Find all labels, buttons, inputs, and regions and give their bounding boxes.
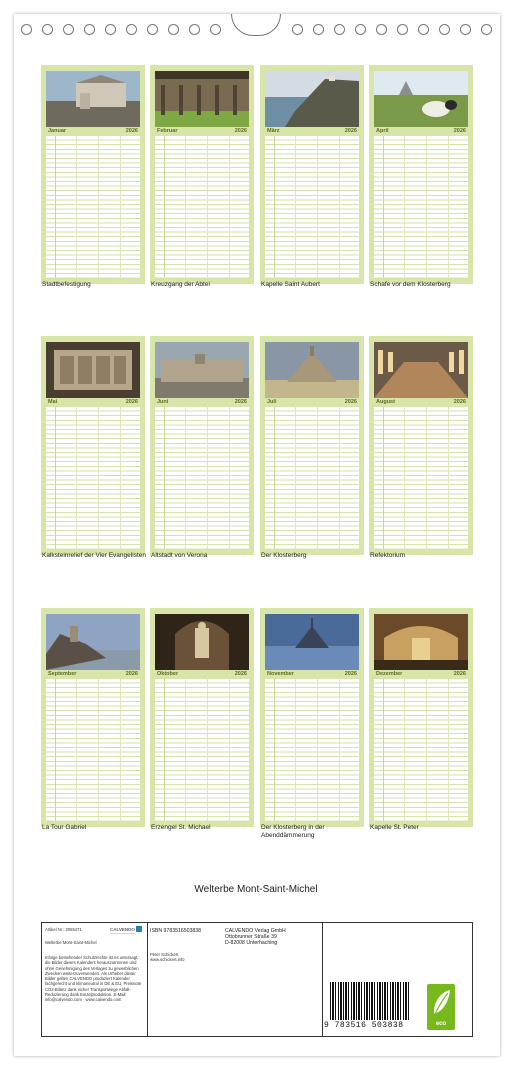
- binding-ring: [418, 24, 429, 35]
- month-year: 2026: [344, 399, 357, 405]
- month-header: [46, 670, 140, 678]
- month-caption: Kapelle Saint Aubert: [261, 281, 320, 288]
- month-name: Oktober: [157, 671, 179, 677]
- binding-ring: [189, 24, 200, 35]
- month-card: [150, 65, 254, 284]
- month-caption: Der Klosterberg: [261, 552, 307, 559]
- info-divider: [322, 923, 323, 1036]
- publisher-street: Ottobrunner Straße 39: [225, 934, 277, 940]
- binding-ring: [147, 24, 158, 35]
- planner-grid: [374, 136, 468, 278]
- month-caption: Altstadt von Verona: [151, 552, 208, 559]
- author-name: Peter Schickert: [150, 952, 179, 957]
- archangel-statue-photo: [155, 614, 249, 670]
- month-year: 2026: [125, 399, 138, 405]
- binding-ring: [334, 24, 345, 35]
- planner-grid: [46, 407, 140, 549]
- month-caption: Der Klosterberg in der Abenddämmerung: [261, 824, 325, 839]
- binding-ring: [481, 24, 492, 35]
- month-year: 2026: [344, 128, 357, 134]
- isbn: ISBN 9783516503838: [150, 928, 202, 934]
- month-caption: Stadtbefestigung: [42, 281, 91, 288]
- cloister-photo: [155, 71, 249, 127]
- month-header: [265, 670, 359, 678]
- article-number: Artikel Nr.: 2065471: [45, 927, 82, 932]
- month-card: [41, 65, 145, 284]
- planner-grid: [155, 136, 249, 278]
- binding-ring: [21, 24, 32, 35]
- month-name: März: [267, 128, 280, 134]
- calendar-title: Welterbe Mont-Saint-Michel: [194, 884, 318, 895]
- binding-ring: [42, 24, 53, 35]
- publisher-city: D-82008 Unterhaching: [225, 940, 278, 946]
- month-header: [265, 398, 359, 406]
- product-title: Welterbe Mont-Saint-Michel: [45, 940, 97, 945]
- month-header: [46, 398, 140, 406]
- planner-grid: [46, 136, 140, 278]
- planner-grid: [46, 679, 140, 821]
- month-header: [46, 127, 140, 135]
- planner-grid: [155, 407, 249, 549]
- month-caption: Schafe vor dem Klosterberg: [370, 281, 451, 288]
- month-caption: La Tour Gabriel: [42, 824, 87, 831]
- tower-coast-photo: [46, 614, 140, 670]
- month-name: Februar: [157, 128, 178, 134]
- legal-notice: Infolge bestehender Schutzrechte ist es untersagt, die Bilder dieses Kalenders herauszutrennen und ohne Genehmigung des Verlages zu gewerblichen Zwecken weiterzuverwenden. Als Urheber dieser Bilder gelten CALVENDO produziert Kalender fachgerecht und klimaneutral in DE & EU. Preisnote CO2-Bilanz dank sicher Transportwege Abfall-Reduzierung dank Einzelproduktion. E-Mail: info@calvendo.com · www.calvendo.com: [45, 955, 142, 1003]
- month-year: 2026: [453, 128, 466, 134]
- month-header: [374, 670, 468, 678]
- month-caption: Erzengel St. Michael: [151, 824, 211, 831]
- month-card: [260, 65, 364, 284]
- month-card: [150, 336, 254, 555]
- svg-text:CALVENDO: CALVENDO: [110, 927, 135, 932]
- author-website: www.schickert.info: [150, 957, 185, 962]
- month-card: [41, 608, 145, 827]
- month-header: [265, 127, 359, 135]
- month-year: 2026: [234, 399, 247, 405]
- refectory-hall-photo: [374, 342, 468, 398]
- month-header: [155, 127, 249, 135]
- month-year: 2026: [125, 128, 138, 134]
- planner-grid: [265, 136, 359, 278]
- info-divider: [147, 923, 148, 1036]
- eco-badge: [427, 984, 455, 1030]
- binding-ring: [292, 24, 303, 35]
- month-caption: Refektorium: [370, 552, 406, 559]
- month-year: 2026: [453, 671, 466, 677]
- binding-ring: [376, 24, 387, 35]
- month-year: 2026: [344, 671, 357, 677]
- binding-ring: [355, 24, 366, 35]
- month-name: Juni: [157, 399, 169, 405]
- month-card: [369, 336, 473, 555]
- binding-ring: [460, 24, 471, 35]
- binding-ring: [397, 24, 408, 35]
- month-card: [150, 608, 254, 827]
- month-name: Juli: [267, 399, 277, 405]
- month-caption: Kalksteinrelief der Vier Evangelisten: [42, 552, 146, 559]
- old-town-walls-photo: [155, 342, 249, 398]
- fortified-town-photo: [46, 71, 140, 127]
- binding-ring: [84, 24, 95, 35]
- calvendo-logo: [110, 925, 144, 935]
- binding-ring: [126, 24, 137, 35]
- barcode: [330, 982, 410, 1020]
- binding-ring: [105, 24, 116, 35]
- month-card: [260, 608, 364, 827]
- month-year: 2026: [453, 399, 466, 405]
- month-card: [260, 336, 364, 555]
- month-year: 2026: [125, 671, 138, 677]
- stone-relief-photo: [46, 342, 140, 398]
- month-header: [374, 398, 468, 406]
- mont-saint-michel-photo: [265, 342, 359, 398]
- mount-at-dusk-photo: [265, 614, 359, 670]
- binding-ring: [313, 24, 324, 35]
- month-card: [41, 336, 145, 555]
- month-caption: Kapelle St. Peter: [370, 824, 419, 831]
- planner-grid: [265, 679, 359, 821]
- month-caption: Kreuzgang der Abtei: [151, 281, 210, 288]
- hanger-hook: [231, 14, 281, 36]
- binding-ring: [63, 24, 74, 35]
- month-year: 2026: [234, 128, 247, 134]
- sheep-meadow-photo: [374, 71, 468, 127]
- planner-grid: [374, 407, 468, 549]
- month-header: [374, 127, 468, 135]
- eco-label: eco: [435, 1021, 447, 1027]
- month-name: September: [48, 671, 77, 677]
- month-name: April: [376, 128, 389, 134]
- chapel-rocks-photo: [265, 71, 359, 127]
- planner-grid: [155, 679, 249, 821]
- month-name: Januar: [48, 128, 67, 134]
- binding-ring: [168, 24, 179, 35]
- planner-grid: [265, 407, 359, 549]
- chapel-interior-photo: [374, 614, 468, 670]
- month-name: Mai: [48, 399, 58, 405]
- month-card: [369, 608, 473, 827]
- month-name: August: [376, 399, 395, 405]
- planner-grid: [374, 679, 468, 821]
- month-header: [155, 398, 249, 406]
- spiral-binding: [0, 14, 512, 44]
- barcode-number: 9 783516 503838: [324, 1021, 404, 1030]
- month-header: [155, 670, 249, 678]
- binding-ring: [210, 24, 221, 35]
- month-name: Dezember: [376, 671, 403, 677]
- publisher-name: CALVENDO Verlag GmbH: [225, 928, 286, 934]
- month-card: [369, 65, 473, 284]
- month-year: 2026: [234, 671, 247, 677]
- binding-ring: [439, 24, 450, 35]
- month-name: November: [267, 671, 294, 677]
